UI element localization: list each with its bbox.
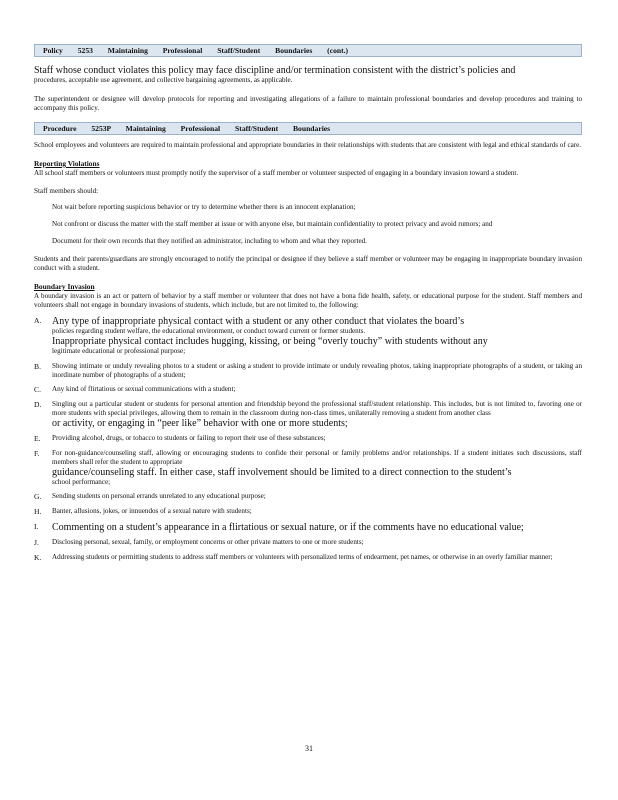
list-item-line: Showing intimate or unduly revealing photos to a student or asking a student to provide intimate or unduly revealing photos, taking inappropriate photographs of a student, or taking an inordinate number of photographs of a student; <box>52 362 582 379</box>
list-item-text <box>52 449 582 487</box>
list-item-label: D. <box>34 400 42 409</box>
list-item-text <box>52 316 582 356</box>
paragraph-boundary-definition: A boundary invasion is an act or pattern of behavior by a staff member or volunteer that does not have a bona fide health, safety, or educational purpose for the student. Staff members and volunteers shall not engage in boundary invasions of students, which include, but are not limited to, the following: <box>34 292 582 309</box>
list-item-text <box>52 507 582 517</box>
list-item-text <box>52 362 582 380</box>
list-item-line: guidance/counseling staff. In either case, staff involvement should be limited to a direct connection to the student’s <box>52 467 512 478</box>
procedure-header-bar: Procedure 5253P Maintaining Professional Staff/Student Boundaries <box>34 122 582 135</box>
paragraph-students-parents: Students and their parents/guardians are strongly encouraged to notify the principal or designee if they believe a staff member or volunteer may be engaging in inappropriate boundary invasion conduct with a student. <box>34 255 582 272</box>
list-item-text <box>52 385 582 395</box>
paragraph-superintendent: The superintendent or designee will develop protocols for reporting and investigating allegations of a failure to maintain professional boundaries and develop procedures and training to accompany this policy. <box>34 95 582 112</box>
list-item <box>34 385 582 395</box>
list-item <box>34 434 582 444</box>
policy-header-bar: Policy 5253 Maintaining Professional Staff/Student Boundaries (cont.) <box>34 44 582 57</box>
list-item <box>34 538 582 548</box>
list-item-line: Any kind of flirtatious or sexual communications with a student; <box>52 385 236 393</box>
list-item-text <box>52 553 582 563</box>
list-item-line: policies regarding student welfare, the educational environment, or conduct toward current or former students. <box>52 327 366 335</box>
list-item-label: K. <box>34 553 42 562</box>
list-item-label: H. <box>34 507 42 516</box>
list-item-label: C. <box>34 385 41 394</box>
boundary-invasion-list <box>34 316 582 563</box>
list-item-label: F. <box>34 449 40 458</box>
list-item-line: or activity, or engaging in “peer like” behavior with one or more students; <box>52 418 348 429</box>
list-item <box>34 522 582 533</box>
list-item <box>34 449 582 487</box>
list-item-line: Sending students on personal errands unrelated to any educational purpose; <box>52 492 266 500</box>
page-number: 31 <box>305 744 313 753</box>
list-item: Not wait before reporting suspicious behavior or try to determine whether there is an innocent explanation; <box>34 203 582 212</box>
list-item-label: G. <box>34 492 42 501</box>
list-item <box>34 507 582 517</box>
list-item-label: I. <box>34 522 39 531</box>
list-item-text <box>52 538 582 548</box>
list-item-text <box>52 400 582 429</box>
list-item <box>34 553 582 563</box>
paragraph-reporting: All school staff members or volunteers must promptly notify the supervisor of a staff member or volunteer suspected of engaging in a boundary invasion toward a student. <box>34 169 519 177</box>
section-heading-reporting: Reporting Violations <box>34 159 100 168</box>
bullet-marker <box>34 203 52 212</box>
list-item-line: Addressing students or permitting students to address staff members or volunteers with personalized terms of endearment, pet names, or otherwise in an overly familiar manner; <box>52 553 553 561</box>
bullet-marker <box>34 220 52 229</box>
paragraph-discipline-lead: Staff whose conduct violates this policy may face discipline and/or termination consistent with the district’s policies and <box>34 65 516 76</box>
list-item-line: Disclosing personal, sexual, family, or employment concerns or other private matters to one or more students; <box>52 538 364 546</box>
bullet-marker <box>34 237 52 246</box>
list-item-line: school performance; <box>52 478 111 486</box>
list-item-text <box>52 492 582 502</box>
list-item <box>34 400 582 429</box>
list-item-text <box>52 434 582 444</box>
section-heading-boundary-invasion: Boundary Invasion <box>34 282 95 291</box>
list-item-line: Banter, allusions, jokes, or innuendos of a sexual nature with students; <box>52 507 252 515</box>
list-item-label: B. <box>34 362 41 371</box>
list-item <box>34 316 582 356</box>
paragraph-discipline-tail: procedures, acceptable use agreement, and collective bargaining agreements, as applicable. <box>34 76 293 84</box>
list-item-line: Singling out a particular student or students for personal attention and friendship beyond the professional staff/student relationship. This includes, but is not limited to, favoring one or more students with special privileges, allowing them to remain in the classroom during non-class times, unilaterally removing a student from another class <box>52 400 582 417</box>
list-item <box>34 362 582 380</box>
list-item-line: For non-guidance/counseling staff, allowing or encouraging students to confide their personal or family problems and/or relationships. If a student initiates such discussions, staff members shall refer the student to appropriate <box>52 449 582 466</box>
list-item-label: A. <box>34 316 42 325</box>
document-page <box>34 44 582 563</box>
list-item-line: Any type of inappropriate physical contact with a student or any other conduct that violates the board’s <box>52 316 465 327</box>
paragraph-staff-should: Staff members should: <box>34 187 99 195</box>
list-item-text <box>52 522 582 533</box>
list-item: Document for their own records that they notified an administrator, including to whom and what they reported. <box>34 237 582 246</box>
list-item-label: J. <box>34 538 39 547</box>
paragraph-boundaries: School employees and volunteers are required to maintain professional and appropriate boundaries in their relationships with students that are consistent with legal and ethical standards of care. <box>34 141 582 149</box>
list-item <box>34 492 582 502</box>
list-item-label: E. <box>34 434 41 443</box>
list-item-line: Inappropriate physical contact includes hugging, kissing, or being “overly touchy” with students without any <box>52 336 488 347</box>
list-item-line: Commenting on a student’s appearance in a flirtatious or sexual nature, or if the comments have no educational value; <box>52 522 524 533</box>
list-item-line: legitimate educational or professional purpose; <box>52 347 186 355</box>
list-item: Not confront or discuss the matter with the staff member at issue or with anyone else, but maintain confidentiality to protect privacy and avoid rumors; and <box>34 220 582 229</box>
list-item-line: Providing alcohol, drugs, or tobacco to students or failing to report their use of these substances; <box>52 434 326 442</box>
